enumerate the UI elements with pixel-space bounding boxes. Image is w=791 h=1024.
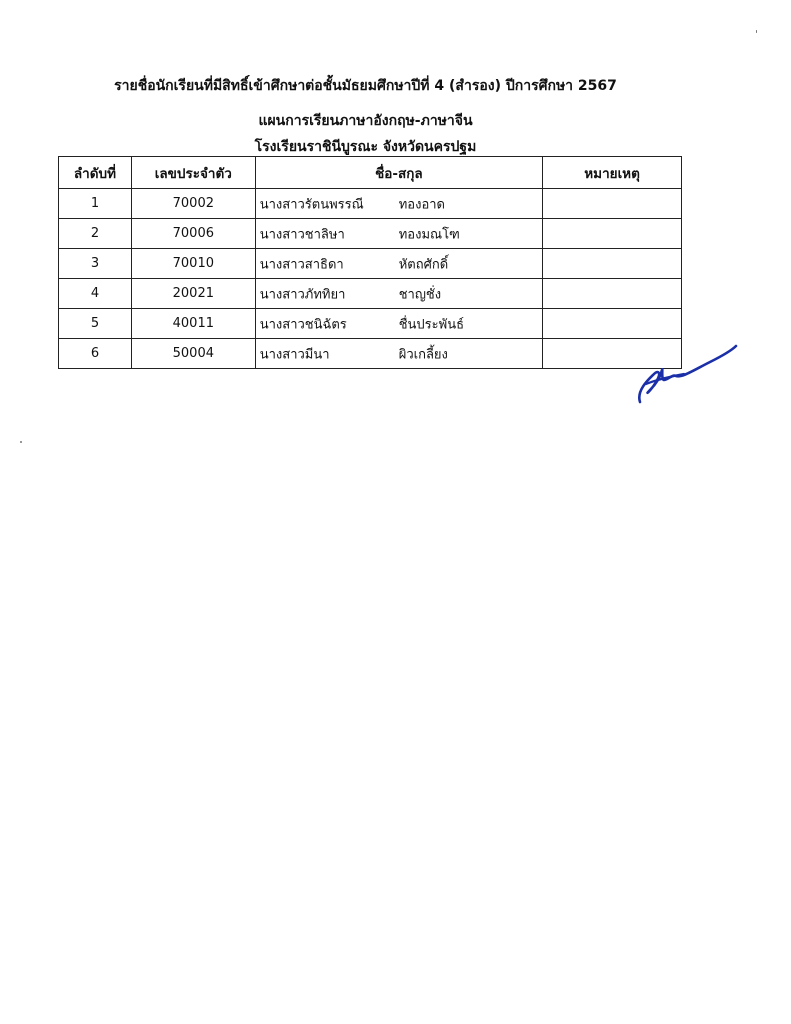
row-last-name: ผิวเกลี้ยง [398,347,448,362]
row-student-id: 70010 [131,249,255,279]
table-row [59,339,682,369]
row-remark [543,219,682,249]
header-name: ชื่อ-สกุล [255,157,542,189]
document-title: รายชื่อนักเรียนที่มีสิทธิ์เข้าศึกษาต่อชั้นมัธยมศึกษาปีที่ 4 (สำรอง) ปีการศึกษา 2567 [114,78,617,94]
table-row [59,279,682,309]
row-no: 5 [59,309,132,339]
student-roster-table [58,156,682,369]
row-student-id: 50004 [131,339,255,369]
row-name-cell [255,249,542,279]
header-remark: หมายเหตุ [543,157,682,189]
row-last-name: ทองมณโฑ [398,227,460,242]
document-subtitle-program: แผนการเรียนภาษาอังกฤษ-ภาษาจีน [258,113,473,129]
row-remark [543,279,682,309]
row-first-name: นางสาวมีนา [259,347,330,362]
row-no: 4 [59,279,132,309]
signature-stroke [639,346,736,402]
row-name-cell [255,219,542,249]
row-no: 3 [59,249,132,279]
document-subtitle-school: โรงเรียนราชินีบูรณะ จังหวัดนครปฐม [254,139,477,155]
row-first-name: นางสาวภัททิยา [259,287,346,302]
row-remark [543,309,682,339]
row-first-name: นางสาวชาลิษา [259,227,345,242]
scan-speck [20,441,22,443]
row-student-id: 70002 [131,189,255,219]
row-name-cell [255,309,542,339]
header-student-id: เลขประจำตัว [131,157,255,189]
row-first-name: นางสาวชนิฉัตร [259,317,347,332]
row-last-name: หัตถศักดิ์ [398,257,449,272]
row-last-name: ทองอาด [398,197,445,212]
row-last-name: ชื่นประพันธ์ [398,317,465,332]
table-row [59,219,682,249]
row-no: 6 [59,339,132,369]
scan-speck [756,30,757,33]
row-student-id: 20021 [131,279,255,309]
row-name-cell [255,339,542,369]
row-remark [543,249,682,279]
row-last-name: ชาญชั่ง [398,287,442,302]
table-row [59,249,682,279]
header-no: ลำดับที่ [59,157,132,189]
row-no: 2 [59,219,132,249]
row-name-cell [255,189,542,219]
handwritten-signature [632,340,742,410]
row-student-id: 70006 [131,219,255,249]
row-remark [543,189,682,219]
row-student-id: 40011 [131,309,255,339]
row-no: 1 [59,189,132,219]
table-row [59,309,682,339]
table-row [59,189,682,219]
row-name-cell [255,279,542,309]
row-first-name: นางสาวสาธิดา [259,257,344,272]
row-first-name: นางสาวรัตนพรรณี [259,197,364,212]
table-header-row [59,157,682,189]
